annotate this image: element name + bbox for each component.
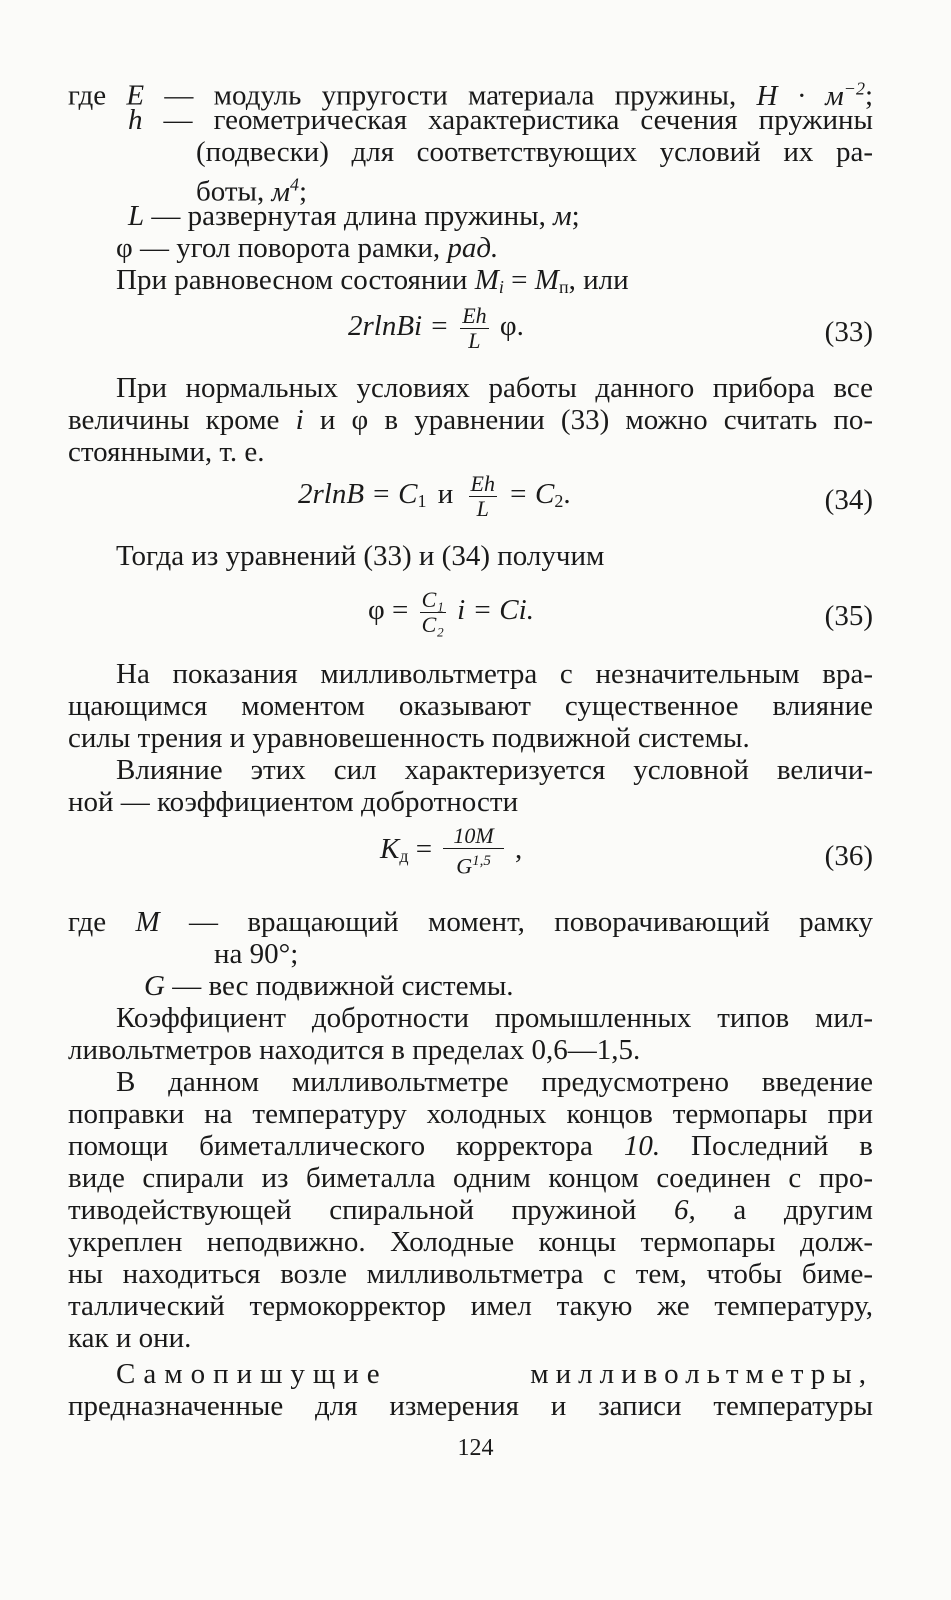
text: ны находиться возле милливольтметра с тем, чтобы биме-: [68, 1258, 873, 1290]
equation-number-36: (36): [824, 840, 873, 872]
paragraph-equilibrium: [116, 264, 873, 303]
definition-line-M-cont: [214, 938, 951, 970]
definition-line-h-cont: [196, 136, 873, 168]
spaced-term: милливольтметры,: [530, 1358, 873, 1390]
equation-rhs: i = Ci.: [457, 594, 534, 627]
reference-number: 6,: [674, 1194, 696, 1226]
equals-sign: =: [415, 832, 433, 865]
paragraph-6-line-7: [68, 1258, 873, 1290]
definition-text-M: — вращающий момент, поворачивающий рамку: [189, 906, 874, 938]
equation-lhs: 2rlnBi =: [348, 310, 449, 343]
page-number: 124: [457, 1435, 494, 1461]
equation-33: [348, 304, 524, 353]
definition-line-M: [68, 906, 873, 938]
definition-text-L: — развернутая длина пружины,: [151, 200, 546, 232]
fraction-numerator: Eh: [462, 303, 487, 328]
equation-rhs: φ.: [499, 310, 524, 343]
unit-rad: рад.: [447, 232, 499, 264]
text: как и они.: [68, 1322, 192, 1354]
text: помощи биметаллического корректора: [68, 1130, 593, 1162]
paragraph-3-line-1: [116, 658, 873, 690]
text: В данном милливольтметре предусмотрено введение: [116, 1066, 873, 1098]
text: тиводействующей спиральной пружиной: [68, 1194, 637, 1226]
symbol-i: i: [295, 404, 304, 436]
equation-lhs: φ =: [368, 594, 409, 627]
paragraph-7-line-1: [116, 1358, 873, 1390]
equation-34: [298, 472, 571, 521]
text: Влияние этих сил характеризуется условной величи-: [116, 754, 873, 786]
subscript-d: д: [399, 845, 409, 866]
unit-m: м: [271, 175, 291, 208]
paragraph-6-line-4: [68, 1162, 873, 1194]
punctuation: ;: [864, 79, 874, 112]
paragraph-5-line-2: [68, 1034, 873, 1066]
equation-35: [368, 588, 534, 637]
text: щающимся моментом оказывают существенное влияние: [68, 690, 873, 722]
text: величины кроме: [68, 404, 280, 436]
equation-number-34: (34): [824, 484, 873, 516]
definition-line-phi: [116, 232, 921, 264]
symbol-M: M: [474, 264, 499, 296]
paragraph-7-line-2: [68, 1390, 873, 1422]
paragraph-4-line-2: [68, 786, 873, 818]
definition-text-G: — вес подвижной системы.: [172, 970, 514, 1002]
symbol-M: M: [135, 906, 160, 938]
symbol-K: K: [380, 832, 400, 865]
paragraph-6-line-5: [68, 1194, 873, 1226]
reference-number: 10.: [623, 1130, 661, 1162]
text: силы трения и уравновешенность подвижной системы.: [68, 722, 750, 754]
paragraph-6-line-6: [68, 1226, 873, 1258]
text: При нормальных условиях работы данного прибора все: [116, 372, 873, 404]
definition-text-h-3: боты,: [196, 175, 265, 208]
definition-text-phi: φ — угол поворота рамки,: [116, 232, 441, 264]
paragraph-4-line-1: [116, 754, 873, 786]
symbol-L: L: [128, 200, 145, 232]
paragraph-6-line-9: [68, 1322, 873, 1354]
equation-rhs: = C: [508, 478, 555, 511]
text: Коэффициент добротности промышленных типов мил-: [116, 1002, 873, 1034]
spaced-term: Самопишущие: [116, 1358, 388, 1390]
equation-36: [380, 824, 522, 878]
text: На показания милливольтметра с незначительным вра-: [116, 658, 873, 690]
text: виде спирали из биметалла одним концом соединен с про-: [68, 1162, 873, 1194]
punctuation: ,: [514, 832, 523, 865]
equation-number-35: (35): [824, 600, 873, 632]
text: поправки на температуру холодных концов термопары при: [68, 1098, 873, 1130]
text: ной — коэффициентом добротности: [68, 786, 519, 818]
equation-lhs: 2rlnB = C: [298, 478, 418, 511]
paragraph-1-line-2: [68, 404, 873, 436]
definition-line-L: [128, 200, 933, 232]
text: Последний в: [691, 1130, 874, 1162]
paragraph-3-line-3: [68, 722, 873, 754]
fraction-numerator: 10M: [443, 824, 503, 849]
word-gde: где: [68, 79, 107, 112]
unit-m: м: [553, 200, 572, 232]
paragraph-6-line-3: [68, 1130, 873, 1162]
definition-line-G: [144, 970, 949, 1002]
fraction-denominator: [443, 849, 503, 878]
fraction: [460, 304, 488, 353]
paragraph-6-line-1: [116, 1066, 873, 1098]
subscript: 2: [554, 491, 564, 512]
symbol-h: h: [128, 104, 143, 136]
fraction-denominator: C₂: [421, 612, 444, 637]
equals-sign: =: [511, 264, 528, 296]
paragraph-1-line-1: [116, 372, 873, 404]
paragraph-6-line-8: [68, 1290, 873, 1322]
fraction-denominator: L: [468, 328, 481, 353]
conjunction: и: [437, 478, 454, 511]
symbol-G: G: [456, 853, 473, 879]
text: стоянными, т. е.: [68, 436, 265, 468]
punctuation: ;: [299, 175, 308, 208]
symbol-E: E: [126, 79, 145, 112]
subscript-i: i: [498, 277, 504, 297]
text: предназначенные для измерения и записи температуры: [68, 1390, 873, 1422]
paragraph-1-line-3: [68, 436, 873, 468]
text: Тогда из уравнений (33) и (34) получим: [116, 540, 605, 572]
text: таллический термокорректор имел такую же температуру,: [68, 1290, 873, 1322]
definition-text-h-2: (подвески) для соответствующих условий их ра-: [196, 136, 873, 168]
text: на 90°;: [214, 938, 299, 970]
equation-number-33: (33): [824, 316, 873, 348]
text: При равновесном состоянии: [116, 264, 468, 296]
fraction: [469, 472, 497, 521]
fraction: [420, 588, 446, 637]
punctuation: .: [563, 478, 571, 511]
symbol-M: M: [534, 264, 559, 296]
fraction-denominator: L: [476, 496, 489, 521]
subscript: 1: [417, 491, 427, 512]
text: и φ в уравнении (33) можно считать по-: [319, 404, 874, 436]
text: , или: [568, 264, 629, 296]
definition-text-h: — геометрическая характеристика сечения пружины: [163, 104, 873, 136]
symbol-G: G: [144, 970, 165, 1002]
exponent: 1,5: [472, 853, 491, 869]
text: а другим: [733, 1194, 873, 1226]
fraction-numerator: C₁: [421, 587, 444, 612]
unit-exponent: −2: [843, 78, 865, 98]
unit-exponent: 4: [290, 174, 300, 194]
fraction-numerator: Eh: [470, 471, 495, 496]
definition-line-h: [128, 104, 873, 136]
paragraph-5-line-1: [116, 1002, 873, 1034]
punctuation: ;: [571, 200, 580, 232]
fraction: [443, 824, 503, 878]
definition-text-E: — модуль упругости материала пружины,: [164, 79, 737, 112]
text: ливольтметров находится в пределах 0,6—1,5.: [68, 1034, 641, 1066]
text: укреплен неподвижно. Холодные концы термопары долж-: [68, 1226, 873, 1258]
word-gde: где: [68, 906, 107, 938]
subscript-p: п: [558, 277, 569, 297]
paragraph-6-line-2: [68, 1098, 873, 1130]
paragraph-2: [116, 540, 873, 572]
paragraph-3-line-2: [68, 690, 873, 722]
unit-H-m: H · м: [756, 79, 844, 112]
